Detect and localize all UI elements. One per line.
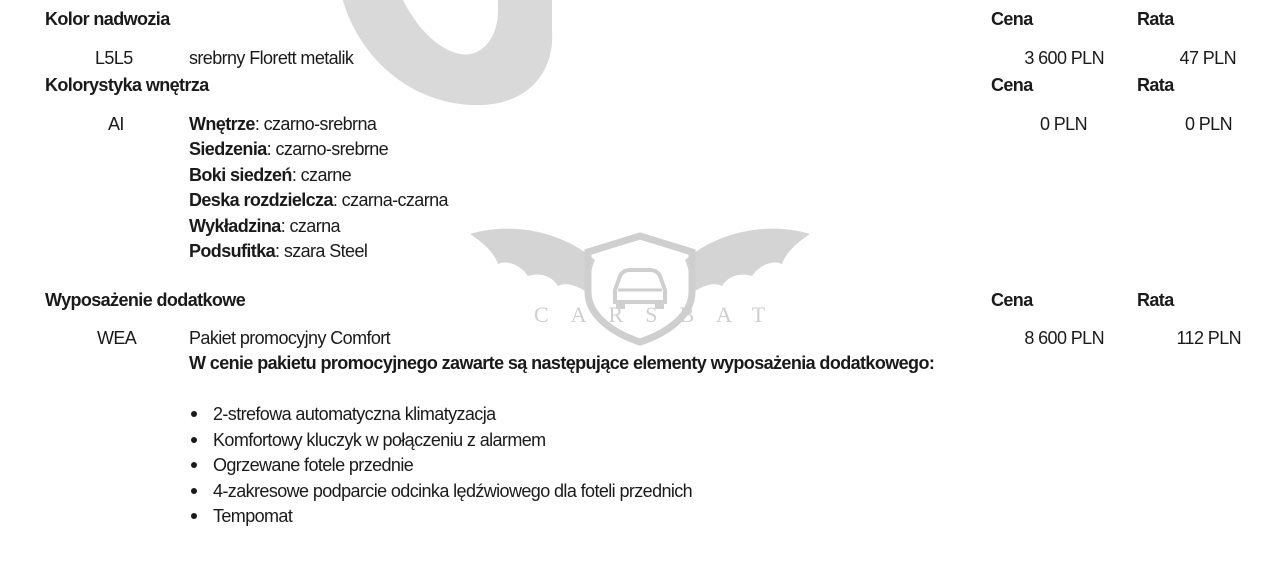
package-items-list [189,403,692,531]
list-item [189,454,692,480]
interior-detail-value: : czarna-czarna [332,190,448,210]
interior-detail-row [189,164,351,186]
interior-detail-value: : czarna [280,216,340,236]
interior-detail-value: : czarno-srebrna [254,114,377,134]
interior-detail-label: Siedzenia [189,139,267,159]
interior-detail-row [189,138,388,160]
body-color-price: 3 600 PLN [1024,48,1104,68]
interior-rate: 0 PLN [1184,114,1232,134]
list-item [189,403,692,429]
section-title-equipment: Wyposażenie dodatkowe [45,290,246,310]
interior-detail-label: Wnętrze [189,114,255,134]
section-title-interior: Kolorystyka wnętrza [45,75,209,95]
watermark-shape [330,0,570,110]
interior-detail-value: : szara Steel [275,241,368,261]
carsbat-logo [470,222,810,347]
interior-detail-value: : czarne [291,165,352,185]
bullet-icon [191,411,197,417]
list-item-text: 2-strefowa automatyczna klimatyzacja [213,404,496,424]
interior-detail-label: Wykładzina [189,216,281,236]
list-item [189,480,692,506]
interior-detail-row [189,215,340,237]
column-header-price: Cena [991,290,1033,310]
interior-detail-row [189,189,448,211]
equipment-rate: 112 PLN [1176,328,1241,348]
list-item-text: Ogrzewane fotele przednie [213,455,414,475]
body-color-name: srebrny Florett metalik [189,48,354,68]
column-header-rate: Rata [1137,290,1174,310]
list-item-text: Komfortowy kluczyk w połączeniu z alarmem [213,429,546,450]
section-title-body-color: Kolor nadwozia [45,9,170,29]
bullet-icon [191,437,197,443]
bullet-icon [191,462,197,468]
interior-detail-value: : czarno-srebrne [266,139,389,159]
list-item-text: 4-zakresowe podparcie odcinka lędźwiowego dla foteli przednich [213,480,693,501]
equipment-price: 8 600 PLN [1024,328,1104,348]
package-note: W cenie pakietu promocyjnego zawarte są następujące elementy wyposażenia dodatkowego: [189,353,935,373]
column-header-rate: Rata [1137,75,1174,95]
interior-code: AI [108,114,124,134]
interior-price: 0 PLN [1039,114,1087,134]
body-color-code: L5L5 [95,48,133,68]
column-header-price: Cena [991,75,1033,95]
interior-detail-row [189,113,376,135]
column-header-rate: Rata [1137,9,1174,29]
interior-detail-label: Boki siedzeń [189,165,292,185]
column-header-price: Cena [991,9,1033,29]
interior-detail-label: Podsufitka [189,241,276,261]
equipment-code: WEA [97,328,137,348]
body-color-rate: 47 PLN [1179,48,1236,68]
interior-detail-row [189,240,367,262]
bullet-icon [191,513,197,519]
equipment-name: Pakiet promocyjny Comfort [189,328,391,348]
list-item [189,505,692,531]
interior-detail-label: Deska rozdzielcza [189,190,333,210]
bullet-icon [191,488,197,494]
watermark-text: CARSBAT [534,302,788,327]
list-item [189,429,692,455]
list-item-text: Tempomat [213,506,293,526]
